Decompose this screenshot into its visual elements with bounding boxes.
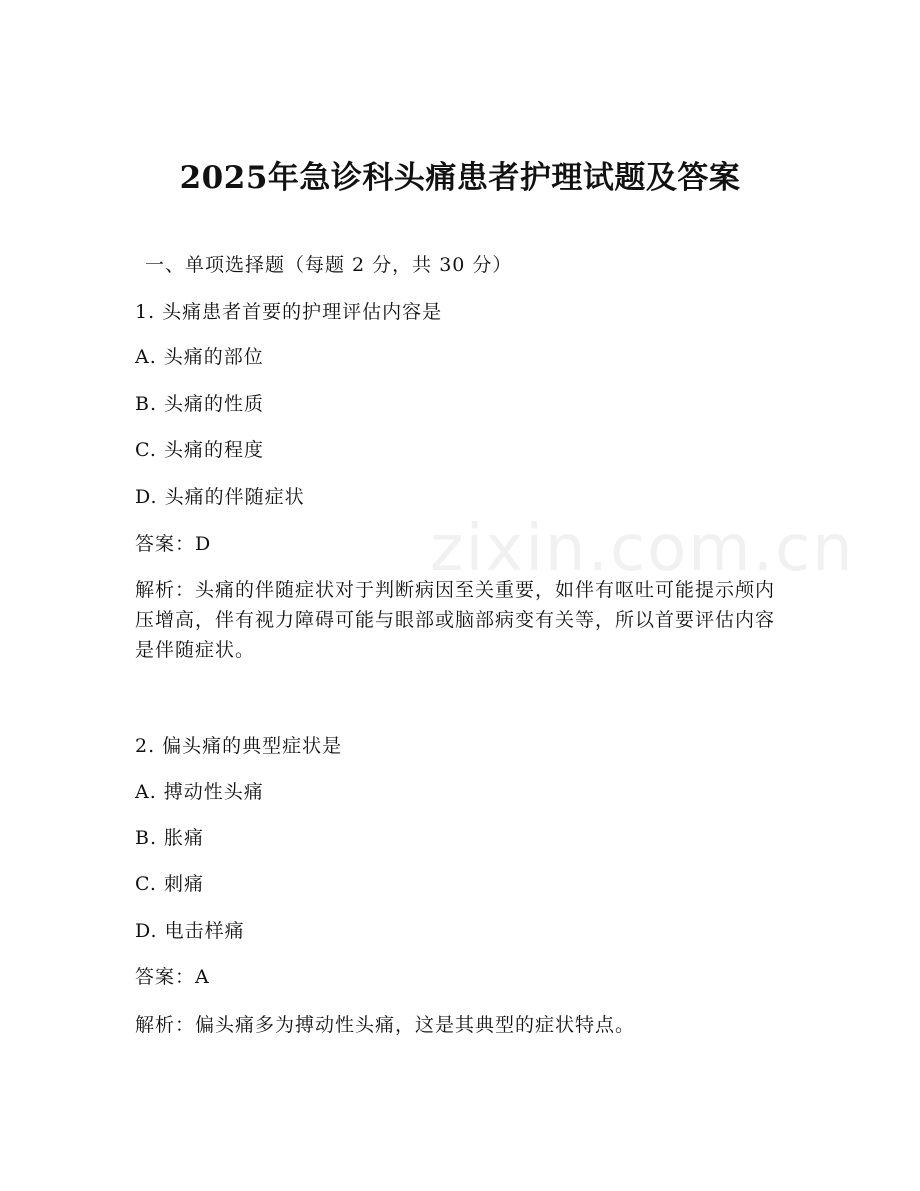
question-1-analysis: 解析：头痛的伴随症状对于判断病因至关重要，如伴有呕吐可能提示颅内压增高，伴有视力障碍可能与眼部或脑部病变有关等，所以首要评估内容是伴随症状。 (135, 579, 776, 661)
question-2-analysis: 解析：偏头痛多为搏动性头痛，这是其典型的症状特点。 (135, 1014, 636, 1036)
question-2-option-d: D. 电击样痛 (135, 920, 245, 942)
question-1-option-c: C. 头痛的程度 (135, 439, 264, 461)
question-1-answer: 答案：D (135, 533, 212, 555)
question-1-stem: 1. 头痛患者首要的护理评估内容是 (135, 301, 443, 323)
question-2-option-c: C. 刺痛 (135, 873, 204, 895)
document-title: 2025年急诊科头痛患者护理试题及答案 (179, 160, 741, 196)
section-heading: 一、单项选择题（每题 2 分，共 30 分） (145, 254, 513, 276)
question-2-option-b: B. 胀痛 (135, 827, 205, 849)
question-2-answer: 答案：A (135, 966, 210, 988)
question-2-stem: 2. 偏头痛的典型症状是 (135, 735, 343, 757)
question-2-option-a: A. 搏动性头痛 (135, 781, 264, 803)
question-1-option-a: A. 头痛的部位 (135, 346, 264, 368)
question-1-option-d: D. 头痛的伴随症状 (135, 486, 305, 508)
watermark-text: zixin.com.cn (430, 512, 855, 586)
question-1-option-b: B. 头痛的性质 (135, 393, 265, 415)
